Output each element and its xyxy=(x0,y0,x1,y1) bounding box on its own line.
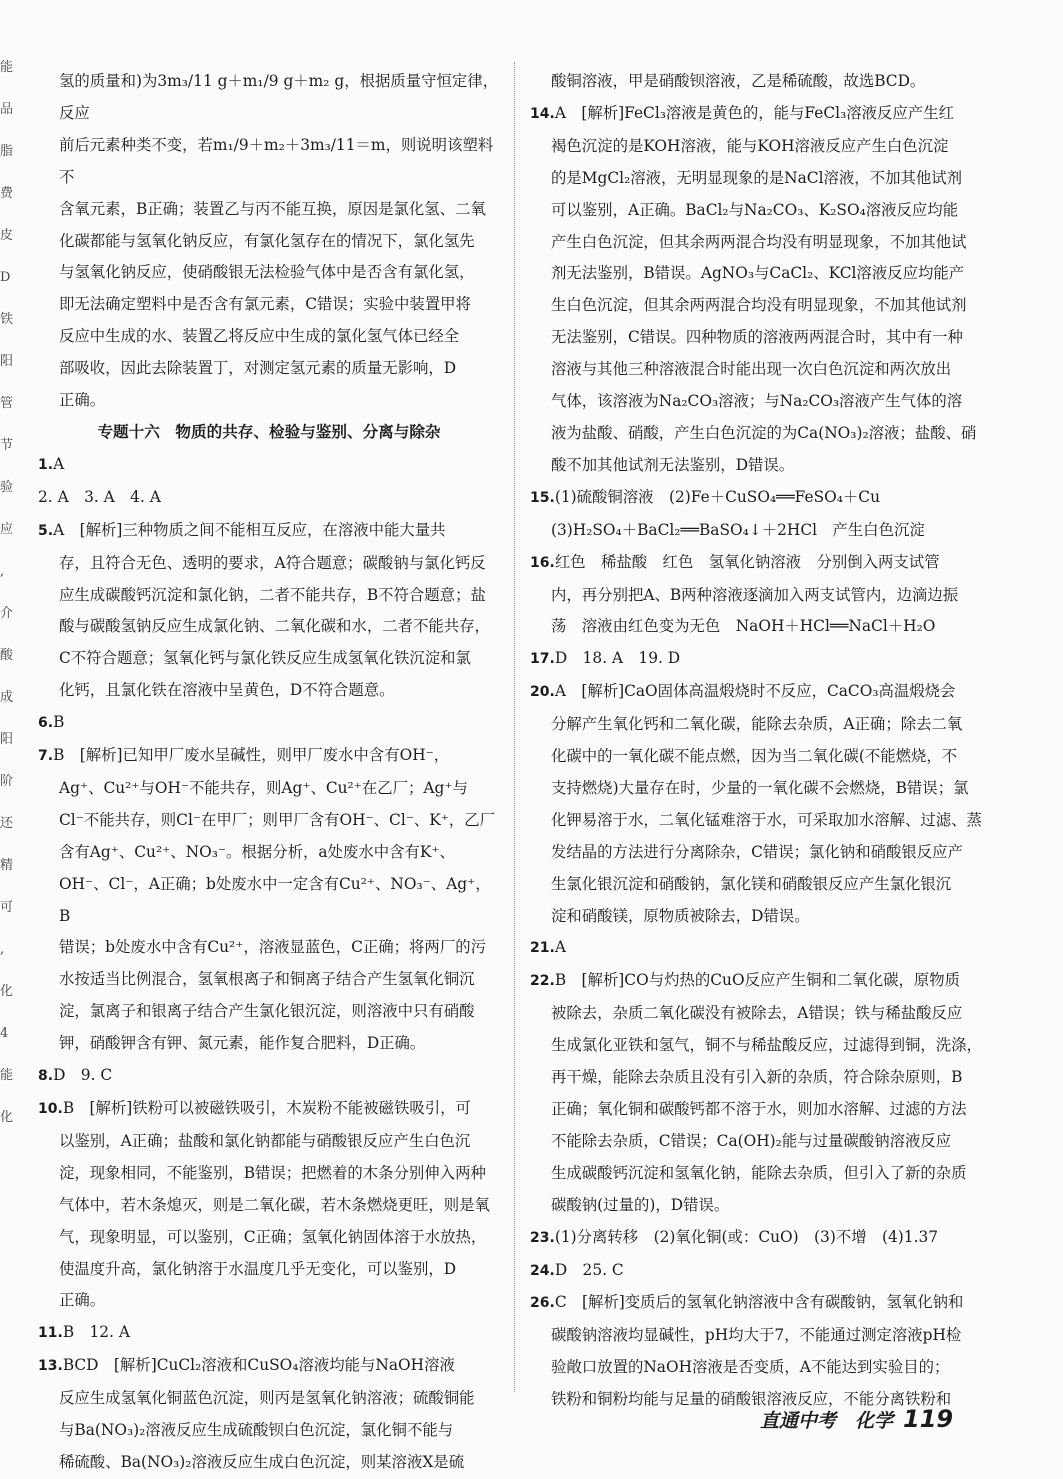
answer-continuation xyxy=(38,1222,500,1254)
answer-continuation xyxy=(530,1094,982,1126)
answer-continuation xyxy=(38,226,500,258)
answer-text: 含有Ag⁺、Cu²⁺、NO₃⁻。根据分析，a处废水中含有K⁺、 xyxy=(59,842,455,861)
answer-text: 剂无法鉴别，B错误。AgNO₃与CaCl₂、KCl溶液反应均能产 xyxy=(551,264,965,283)
question-number: 11. xyxy=(38,1325,63,1342)
answer-text: 反应中生成的水、装置乙将反应中生成的氯化氢气体已经全 xyxy=(59,327,460,346)
question-number: 21. xyxy=(530,940,555,957)
answer-text: 液为盐酸、硝酸，产生白色沉淀的为Ca(NO₃)₂溶液；盐酸、硝 xyxy=(551,423,977,442)
answer-text: 淀，氯离子和银离子结合产生氯化银沉淀，则溶液中只有硝酸 xyxy=(59,1002,475,1021)
question-number: 5. xyxy=(38,522,54,539)
answer-text: 氢的质量和)为3m₃/11 g＋m₁/9 g＋m₂ g，根据质量守恒定律，反应 xyxy=(59,72,499,122)
question-number: 26. xyxy=(530,1295,555,1312)
edge-glyph: 皮 xyxy=(0,228,14,243)
answer-continuation xyxy=(530,354,982,386)
edge-glyph: , xyxy=(0,942,5,957)
answer-continuation xyxy=(530,1030,982,1062)
answer-line xyxy=(38,1060,500,1093)
edge-glyph: 酸 xyxy=(0,648,14,663)
answer-text: 化碳中的一氧化碳不能点燃，因为当二氧化碳(不能燃烧，不 xyxy=(551,747,958,766)
answer-text: 褐色沉淀的是KOH溶液，能与KOH溶液反应产生白色沉淀 xyxy=(551,136,949,155)
answer-continuation xyxy=(530,611,982,643)
answer-text: 溶液与其他三种溶液混合时能出现一次白色沉淀和两次放出 xyxy=(551,360,952,379)
answer-continuation xyxy=(38,611,500,643)
answer-text: 应生成碳酸钙沉淀和氯化钠，二者不能共存，B不符合题意；盐 xyxy=(59,585,486,604)
answer-continuation xyxy=(530,1320,982,1352)
edge-glyph: 验 xyxy=(0,480,14,495)
edge-glyph: 品 xyxy=(0,102,14,117)
answer-continuation xyxy=(38,773,500,805)
answer-continuation xyxy=(530,741,982,773)
question-number: 16. xyxy=(530,554,555,571)
answer-continuation xyxy=(38,1285,500,1317)
answer-text: 稀硫酸、Ba(NO₃)₂溶液反应生成白色沉淀，则某溶液X是硫 xyxy=(59,1452,465,1471)
answer-line xyxy=(38,740,500,773)
answer-continuation xyxy=(530,227,982,259)
answer-text: B [解析]CO与灼热的CuO反应产生铜和二氧化碳，原物质 xyxy=(554,971,961,990)
answer-text: 无法鉴别，C错误。四种物质的溶液两两混合时，其中有一种 xyxy=(551,328,963,347)
answer-continuation xyxy=(38,996,500,1028)
edge-glyph: 精 xyxy=(0,858,14,873)
edge-glyph: 还 xyxy=(0,816,14,831)
answer-line xyxy=(530,1255,982,1288)
answer-text: A xyxy=(53,454,80,473)
question-number: 24. xyxy=(530,1262,555,1279)
answer-continuation xyxy=(38,130,500,194)
answer-continuation xyxy=(530,1062,982,1094)
answer-continuation xyxy=(530,163,982,195)
answer-text: BCD [解析]CuCl₂溶液和CuSO₄溶液均能与NaOH溶液 xyxy=(62,1356,455,1375)
answer-text: Ag⁺、Cu²⁺与OH⁻不能共存，则Ag⁺、Cu²⁺在乙厂；Ag⁺与 xyxy=(59,778,468,797)
answer-text: 使温度升高，氯化钠溶于水温度几乎无变化，可以鉴别，D xyxy=(59,1259,457,1278)
answer-text: 内，再分别把A、B两种溶液逐滴加入两支试管内，边滴边振 xyxy=(551,585,959,604)
answer-continuation xyxy=(530,998,982,1030)
answer-continuation xyxy=(530,1352,982,1384)
answer-line xyxy=(530,643,982,676)
column-divider xyxy=(514,62,515,1392)
answer-text: 化钾易溶于水，二氧化锰难溶于水，可采取加水溶解、过滤、蒸 xyxy=(551,810,982,829)
answer-text: 气体中，若木条熄灭，则是二氧化碳，若木条燃烧更旺，则是氧 xyxy=(59,1195,490,1214)
question-number: 10. xyxy=(38,1101,63,1117)
answer-continuation xyxy=(38,1158,500,1190)
answer-continuation xyxy=(530,709,982,741)
answer-text: 正确；氧化铜和碳酸钙都不溶于水，则加水溶解、过滤的方法 xyxy=(551,1100,967,1118)
answer-continuation xyxy=(530,290,982,322)
answer-continuation xyxy=(530,450,982,482)
answer-text: A [解析]FeCl₃溶液是黄色的，能与FeCl₃溶液反应产生红 xyxy=(554,103,954,122)
answer-continuation xyxy=(38,643,500,675)
answer-continuation xyxy=(38,548,500,580)
answer-text: B xyxy=(53,713,65,732)
answer-continuation xyxy=(38,321,500,353)
answer-text: 碳酸钠溶液均显碱性，pH均大于7，不能通过测定溶液pH检 xyxy=(551,1326,962,1345)
answer-line xyxy=(530,482,982,515)
answer-text: 酸铜溶液，甲是硝酸钡溶液，乙是稀硫酸，故选BCD。 xyxy=(551,72,926,90)
answer-continuation xyxy=(530,131,982,163)
answer-continuation xyxy=(38,1383,500,1415)
answer-text: (1)分离转移 (2)氧化铜(或：CuO) (3)不增 (4)1.37 xyxy=(554,1227,939,1246)
answer-text: 以鉴别，A正确；盐酸和氯化钠都能与硝酸银反应产生白色沉 xyxy=(59,1131,471,1150)
edge-glyph: 可 xyxy=(0,900,14,915)
answer-line xyxy=(38,482,500,515)
answer-continuation xyxy=(530,869,982,901)
question-number: 8. xyxy=(38,1068,54,1085)
answer-text: 被除去，杂质二氧化碳没有被除去，A错误；铁与稀盐酸反应 xyxy=(551,1004,963,1023)
edge-glyph: 成 xyxy=(0,690,14,705)
answer-text: B 12. A xyxy=(62,1323,130,1342)
edge-glyph: 阳 xyxy=(0,732,14,747)
answer-continuation xyxy=(530,1158,982,1190)
question-number: 1. xyxy=(38,456,54,473)
answer-text: 正确。 xyxy=(59,1291,106,1310)
answer-text: D 18. A 19. D xyxy=(554,649,681,668)
answer-text: (3)H₂SO₄＋BaCl₂══BaSO₄↓＋2HCl 产生白色沉淀 xyxy=(551,520,925,539)
answer-text: 分解产生氧化钙和二氧化碳，能除去杂质，A正确；除去二氧 xyxy=(551,715,963,734)
answer-continuation xyxy=(530,66,982,98)
answer-text: 的是MgCl₂溶液，无明显现象的是NaCl溶液，不加其他试剂 xyxy=(551,168,963,187)
page-footer xyxy=(760,1405,953,1433)
answer-continuation xyxy=(38,257,500,289)
answer-text: 与Ba(NO₃)₂溶液反应生成硫酸钡白色沉淀，氯化铜不能与 xyxy=(59,1421,454,1440)
answer-text: 支持燃烧)大量存在时，少量的一氧化碳不会燃烧，B错误；氯 xyxy=(551,778,969,797)
edge-glyph: 节 xyxy=(0,438,14,453)
question-number: 15. xyxy=(530,489,555,506)
answer-text: OH⁻、Cl⁻，A正确；b处废水中一定含有Cu²⁺、NO₃⁻、Ag⁺，B xyxy=(59,874,491,925)
answer-text: 错误；b处废水中含有Cu²⁺，溶液显蓝色，C正确；将两厂的污 xyxy=(59,938,486,957)
right-column xyxy=(530,66,982,1416)
answer-continuation xyxy=(530,837,982,869)
answer-continuation xyxy=(38,289,500,321)
answer-line xyxy=(530,1222,982,1255)
edge-glyph: , xyxy=(0,564,5,579)
answer-text: 与氢氧化钠反应，使硝酸银无法检验气体中是否含有氯化氢， xyxy=(59,263,475,282)
edge-glyph: 管 xyxy=(0,396,14,411)
left-edge-glyphs xyxy=(0,60,16,1152)
answer-line xyxy=(38,449,500,482)
answer-text: 碳酸钠(过量的)，D错误。 xyxy=(551,1195,730,1214)
answer-line xyxy=(38,1093,500,1126)
answer-text: 2. A 3. A 4. A xyxy=(38,487,161,506)
answer-text: 生成碳酸钙沉淀和氢氧化钠，能除去杂质，但引入了新的杂质 xyxy=(551,1163,967,1182)
edge-glyph: D xyxy=(0,270,11,285)
answer-text: D 9. C xyxy=(53,1066,113,1085)
answer-text: Cl⁻不能共存，则Cl⁻在甲厂；则甲厂含有OH⁻、Cl⁻、K⁺，乙厂 xyxy=(59,810,496,829)
answer-continuation xyxy=(530,515,982,547)
answer-line xyxy=(530,932,982,965)
edge-glyph: 能 xyxy=(0,60,14,75)
answer-text: 生白色沉淀，但其余两两混合均没有明显现象，不加其他试剂 xyxy=(551,296,967,315)
answer-continuation xyxy=(530,901,982,933)
edge-glyph: 铁 xyxy=(0,312,14,327)
answer-text: C不符合题意；氢氧化钙与氯化铁反应生成氢氧化铁沉淀和氯 xyxy=(59,649,471,668)
question-number: 23. xyxy=(530,1229,555,1246)
answer-text: 验敞口放置的NaOH溶液是否变质，A不能达到实验目的； xyxy=(551,1358,950,1377)
edge-glyph: 能 xyxy=(0,1068,14,1083)
answer-continuation xyxy=(38,580,500,612)
answer-text: 荡 溶液由红色变为无色 NaOH＋HCl══NaCl＋H₂O xyxy=(551,617,936,636)
edge-glyph: 脂 xyxy=(0,144,14,159)
answer-line xyxy=(38,515,500,548)
answer-text: 存，且符合无色、透明的要求，A符合题意；碳酸钠与氯化钙反 xyxy=(59,553,486,572)
answer-continuation xyxy=(38,66,500,130)
answer-text: 酸与碳酸氢钠反应生成氯化钠、二氧化碳和水，二者不能共存， xyxy=(59,617,490,636)
answer-text: 生氯化银沉淀和硝酸钠，氯化镁和硝酸银反应产生氯化银沉 xyxy=(551,874,952,893)
answer-text: 酸不加其他试剂无法鉴别，D错误。 xyxy=(551,455,795,474)
answer-continuation xyxy=(38,385,500,417)
footer-title: 直通中考 化学 xyxy=(760,1410,894,1432)
section-heading: 专题十六 物质的共存、检验与鉴别、分离与除杂 xyxy=(97,422,441,441)
question-number: 14. xyxy=(530,105,555,122)
answer-line xyxy=(530,98,982,131)
answer-continuation xyxy=(530,1190,982,1222)
edge-glyph: 化 xyxy=(0,984,14,999)
answer-continuation xyxy=(530,418,982,450)
answer-continuation xyxy=(38,1190,500,1222)
answer-continuation xyxy=(530,322,982,354)
answer-continuation xyxy=(38,869,500,933)
answer-text: C [解析]变质后的氢氧化钠溶液中含有碳酸钠，氢氧化钠和 xyxy=(554,1293,964,1312)
question-number: 22. xyxy=(530,973,555,990)
answer-line xyxy=(38,707,500,740)
answer-continuation xyxy=(38,1415,500,1447)
answer-text: 淀，现象相同，不能鉴别，B错误；把燃着的木条分别伸入两种 xyxy=(59,1163,486,1182)
answer-continuation xyxy=(38,1447,500,1479)
answer-text: 铁粉和铜粉均能与足量的硝酸银溶液反应，不能分离铁粉和 xyxy=(551,1390,952,1409)
answer-text: (1)硫酸铜溶液 (2)Fe＋CuSO₄══FeSO₄＋Cu xyxy=(554,487,880,506)
answer-text: 正确。 xyxy=(59,391,106,410)
answer-continuation xyxy=(530,1126,982,1158)
answer-continuation xyxy=(38,353,500,385)
answer-continuation xyxy=(38,1028,500,1060)
answer-continuation xyxy=(530,773,982,805)
question-number: 13. xyxy=(38,1358,63,1375)
answer-continuation xyxy=(38,1126,500,1158)
answer-text: A xyxy=(554,938,566,957)
question-number: 6. xyxy=(38,715,54,732)
question-number: 7. xyxy=(38,748,54,765)
answer-text: 再干燥，能除去杂质且没有引入新的杂质，符合除杂原则，B xyxy=(551,1068,963,1087)
answer-continuation xyxy=(38,675,500,707)
edge-glyph: 阶 xyxy=(0,774,14,789)
answer-line xyxy=(38,1317,500,1350)
answer-continuation xyxy=(530,386,982,418)
answer-continuation xyxy=(530,195,982,227)
answer-line xyxy=(38,1350,500,1383)
answer-text: 反应生成氢氧化铜蓝色沉淀，则丙是氢氧化钠溶液；硫酸铜能 xyxy=(59,1389,475,1408)
question-number: 20. xyxy=(530,684,555,701)
answer-text: 发结晶的方法进行分离除杂，C错误；氯化钠和硝酸银反应产 xyxy=(551,842,963,861)
answer-text: B [解析]已知甲厂废水呈碱性，则甲厂废水中含有OH⁻， xyxy=(53,746,450,765)
answer-line xyxy=(530,676,982,709)
answer-text: 可以鉴别，A正确。BaCl₂与Na₂CO₃、K₂SO₄溶液反应均能 xyxy=(551,200,959,219)
answer-text: 气，现象明显，可以鉴别，C正确；氢氧化钠固体溶于水放热， xyxy=(59,1227,487,1246)
edge-glyph: 4 xyxy=(0,1026,9,1041)
answer-text: 气体，该溶液为Na₂CO₃溶液；与Na₂CO₃溶液产生气体的溶 xyxy=(551,392,963,411)
question-number: 17. xyxy=(530,651,555,668)
answer-text: A [解析]三种物质之间不能相互反应，在溶液中能大量共 xyxy=(53,520,446,539)
answer-continuation xyxy=(530,805,982,837)
answer-line xyxy=(530,547,982,580)
answer-text: 部吸收，因此去除装置丁，对测定氢元素的质量无影响，D xyxy=(59,359,457,378)
answer-text: 淀和硝酸镁，原物质被除去，D错误。 xyxy=(551,906,810,925)
answer-text: 红色 稀盐酸 红色 氢氧化钠溶液 分别倒入两支试管 xyxy=(554,552,940,571)
answer-continuation xyxy=(38,964,500,996)
answer-continuation xyxy=(38,805,500,837)
left-column xyxy=(38,66,500,1479)
answer-text: 化碳都能与氢氧化钠反应，有氯化氢存在的情况下，氯化氢先 xyxy=(59,231,475,250)
answer-text: 含氧元素，B正确；装置乙与丙不能互换，原因是氯化氢、二氧 xyxy=(59,199,486,218)
answer-line xyxy=(530,965,982,998)
answer-text: A [解析]CaO固体高温煅烧时不反应，CaCO₃高温煅烧会 xyxy=(554,682,956,701)
answer-continuation xyxy=(530,258,982,290)
answer-continuation xyxy=(530,580,982,612)
answer-text: 水按适当比例混合，氢氧根离子和铜离子结合产生氢氧化铜沉 xyxy=(59,970,475,989)
answer-continuation xyxy=(38,837,500,869)
answer-text: 不能除去杂质，C错误；Ca(OH)₂能与过量碳酸钠溶液反应 xyxy=(551,1131,952,1150)
answer-text: 钾，硝酸钾含有钾、氮元素，能作复合肥料，D正确。 xyxy=(59,1034,426,1053)
edge-glyph: 应 xyxy=(0,522,14,537)
answer-text: 化钙，且氯化铁在溶液中呈黄色，D不符合题意。 xyxy=(59,681,395,700)
answer-continuation xyxy=(38,932,500,964)
answer-text: 生成氯化亚铁和氢气，铜不与稀盐酸反应，过滤得到铜，洗涤， xyxy=(551,1036,982,1055)
answer-continuation xyxy=(38,1254,500,1286)
answer-text: 即无法确定塑料中是否含有氯元素，C错误；实验中装置甲将 xyxy=(59,295,471,314)
answer-continuation xyxy=(38,194,500,226)
page-number: 119 xyxy=(903,1405,954,1433)
edge-glyph: 阳 xyxy=(0,354,14,369)
edge-glyph: 介 xyxy=(0,606,14,621)
answer-line xyxy=(530,1287,982,1320)
answer-text: 产生白色沉淀，但其余两两混合均没有明显现象，不加其他试 xyxy=(551,232,967,251)
edge-glyph: 费 xyxy=(0,186,14,201)
edge-glyph: 化 xyxy=(0,1110,14,1125)
answer-text: D 25. C xyxy=(554,1260,624,1279)
answer-text: B [解析]铁粉可以被磁铁吸引，木炭粉不能被磁铁吸引，可 xyxy=(62,1099,471,1117)
answer-text: 前后元素种类不变，若m₁/9＋m₂＋3m₃/11＝m，则说明该塑料不 xyxy=(59,135,494,186)
